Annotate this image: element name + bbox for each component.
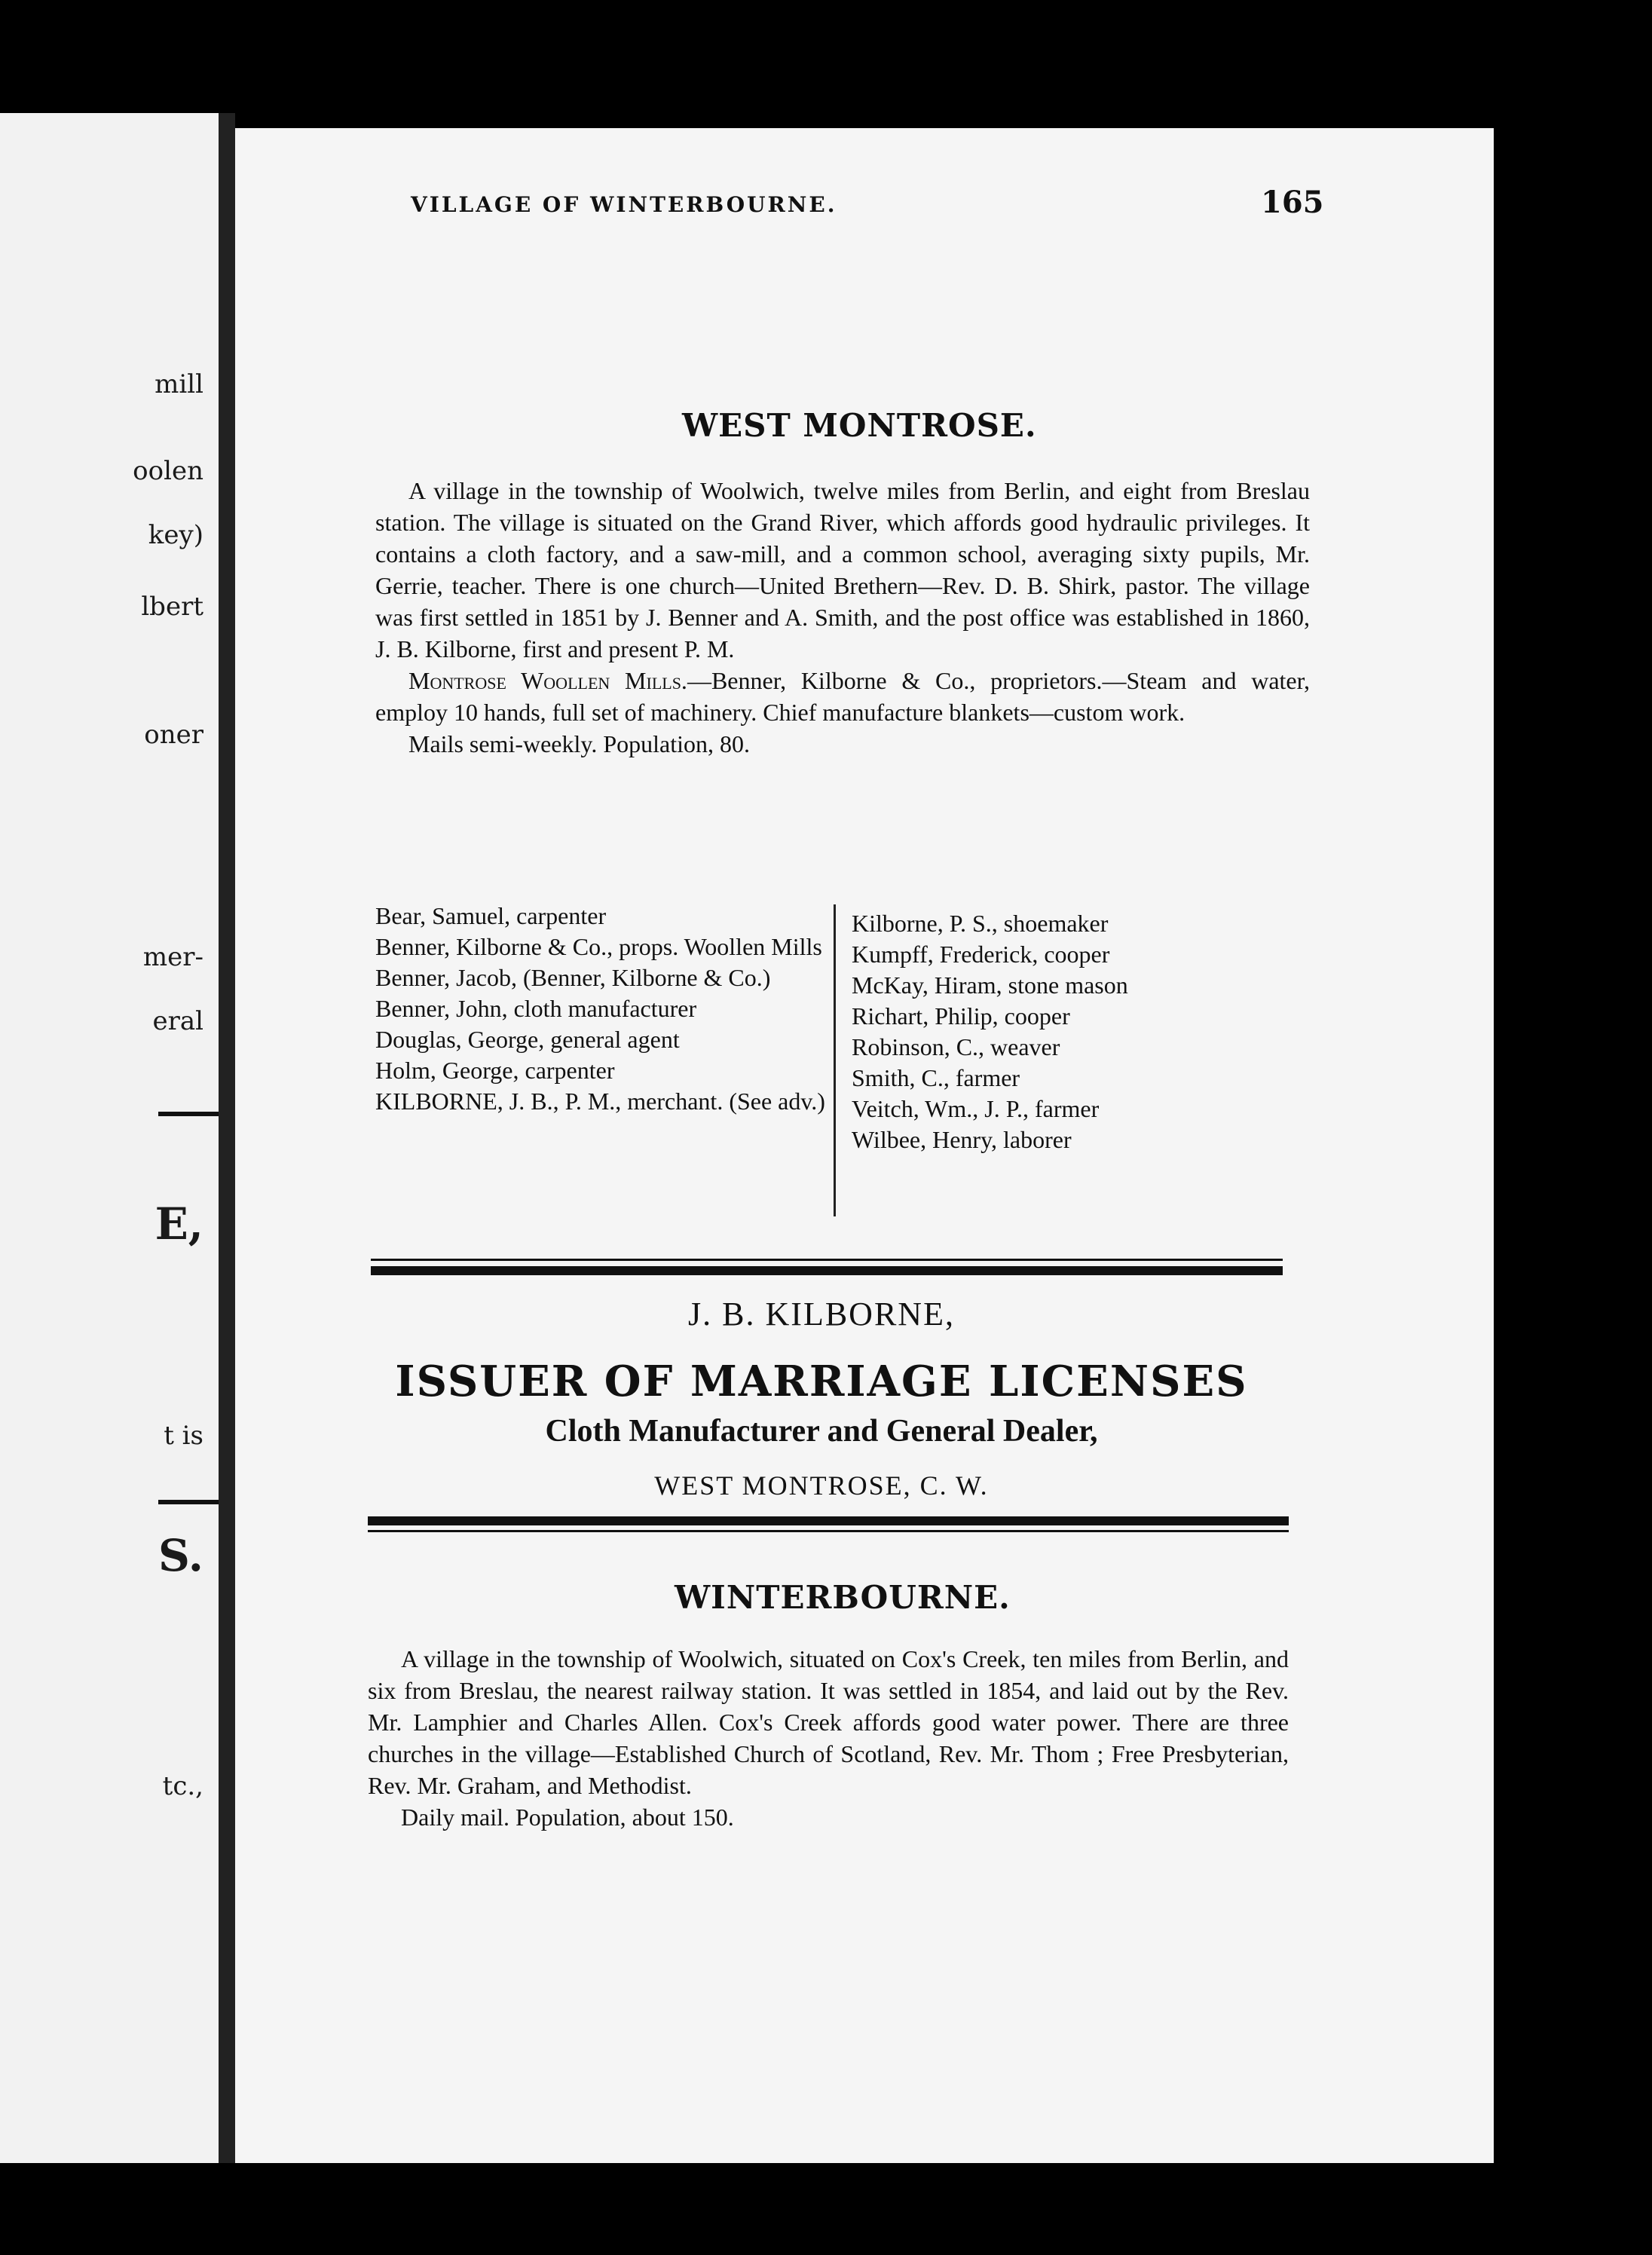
- directory-entry: McKay, Hiram, stone mason: [852, 971, 1128, 999]
- winterbourne-mails: Daily mail. Population, about 150.: [401, 1804, 734, 1831]
- advertisement-top-rule-thin: [371, 1259, 1283, 1261]
- directory-entry: Holm, George, carpenter: [375, 1057, 615, 1084]
- advertisement-bottom-rule: [368, 1516, 1289, 1525]
- left-page-rule: [158, 1500, 219, 1504]
- directory-right-column: [852, 908, 1274, 1155]
- directory-entry: Benner, Kilborne & Co., props. Woollen Mills: [375, 933, 822, 960]
- west-montrose-mails: Mails semi-weekly. Population, 80.: [408, 730, 750, 757]
- montrose-woollen-mills-text: —Benner, Kilborne & Co., proprietors.—Steam and water, employ 10 hands, full set of machinery. Chief manufacture blankets—custom work.: [375, 667, 1311, 726]
- winterbourne-description: [368, 1643, 1289, 1833]
- directory-entry: KILBORNE, J. B., P. M., merchant. (See adv.): [375, 1088, 825, 1115]
- left-page-fragment: eral: [152, 1006, 203, 1036]
- running-head: VILLAGE OF WINTERBOURNE.: [411, 192, 837, 217]
- section-title-west-montrose: WEST MONTROSE.: [682, 407, 1037, 444]
- directory-entry: Wilbee, Henry, laborer: [852, 1126, 1072, 1153]
- left-page-fragment: mill: [154, 369, 203, 399]
- directory-entry: Benner, John, cloth manufacturer: [375, 995, 697, 1022]
- section-title-winterbourne: WINTERBOURNE.: [675, 1579, 1011, 1616]
- left-facing-page: [0, 113, 219, 2163]
- left-page-fragment: tc.,: [162, 1771, 203, 1801]
- directory-entry: Douglas, George, general agent: [375, 1026, 680, 1053]
- advertisement-headline: ISSUER OF MARRIAGE LICENSES: [395, 1357, 1248, 1406]
- directory-entry: Veitch, Wm., J. P., farmer: [852, 1095, 1100, 1122]
- left-page-fragment: lbert: [141, 592, 203, 622]
- advertisement-name: J. B. KILBORNE,: [688, 1296, 955, 1332]
- left-page-fragment: oner: [144, 720, 203, 750]
- advertisement-subline: Cloth Manufacturer and General Dealer,: [545, 1414, 1098, 1449]
- west-montrose-description: [375, 475, 1310, 760]
- west-montrose-intro: A village in the township of Woolwich, twelve miles from Berlin, and eight from Breslau station. The village is situated on the Grand River, which affords good hydraulic privileges. It contains a cloth factory, and a saw-mill, and a common school, averaging sixty pupils, Mr. Gerrie, teacher. There is one church—United Brethern—Rev. D. B. Shirk, pastor. The village was first settled in 1851 by J. Benner and A. Smith, and the post office was established in 1860, J. B. Kilborne, first and present P. M.: [375, 477, 1310, 662]
- directory-entry: Smith, C., farmer: [852, 1064, 1020, 1091]
- left-page-fragment: t is: [164, 1421, 203, 1451]
- column-divider: [834, 904, 836, 1216]
- left-page-rule: [158, 1112, 219, 1116]
- directory-entry: Benner, Jacob, (Benner, Kilborne & Co.): [375, 964, 771, 991]
- directory-entry: Kilborne, P. S., shoemaker: [852, 910, 1109, 937]
- montrose-woollen-mills-label: Montrose Woollen Mills.: [408, 667, 687, 694]
- book-gutter: [219, 113, 235, 2163]
- directory-left-column: [375, 901, 828, 1117]
- left-page-fragment: mer-: [142, 942, 203, 972]
- advertisement-location: WEST MONTROSE, C. W.: [654, 1470, 989, 1501]
- left-page-fragment: key): [148, 520, 203, 550]
- page-number: 165: [1261, 185, 1324, 220]
- left-page-fragment: E,: [154, 1198, 203, 1250]
- directory-entry: Robinson, C., weaver: [852, 1033, 1060, 1060]
- directory-entry: Richart, Philip, cooper: [852, 1002, 1070, 1030]
- left-page-fragment: oolen: [133, 456, 203, 486]
- left-page-fragment: S.: [158, 1530, 203, 1581]
- directory-entry: Kumpff, Frederick, cooper: [852, 941, 1110, 968]
- advertisement-bottom-rule-thin: [368, 1530, 1289, 1532]
- winterbourne-intro: A village in the township of Woolwich, situated on Cox's Creek, ten miles from Berlin, and six from Breslau, the nearest railway station. It was settled in 1854, and laid out by the Rev. Mr. Lamphier and Charles Allen. Cox's Creek affords good water power. There are three churches in the village—Established Church of Scotland, Rev. Mr. Thom ; Free Presbyterian, Rev. Mr. Graham, and Methodist.: [368, 1645, 1289, 1799]
- advertisement-top-rule: [371, 1266, 1283, 1275]
- directory-entry: Bear, Samuel, carpenter: [375, 902, 607, 929]
